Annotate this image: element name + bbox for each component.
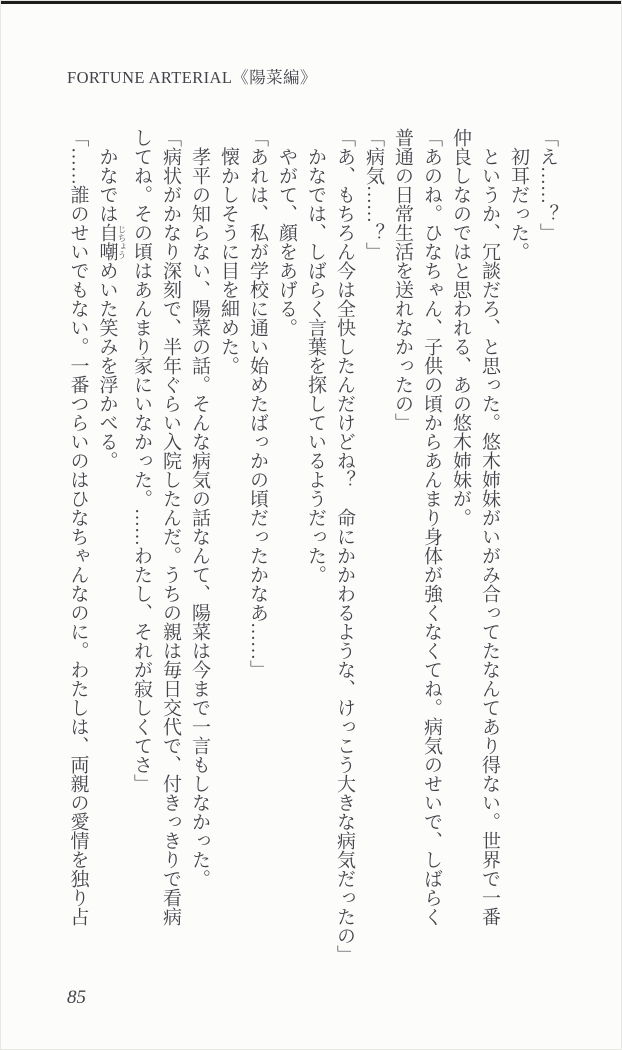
running-header: FORTUNE ARTERIAL《陽菜編》 [67,68,317,87]
text-column: 「え……？」 [537,128,558,242]
text-column: 仲良しなのではと思われる、あの悠木姉妹が。 [450,128,471,527]
text-column: 懐かしそうに目を細めた。 [218,147,239,375]
body-text [64,128,563,980]
page-top-border [1,1,621,4]
text-column: 「病状がかなり深刻で、半年ぐらい入院したんだ。うちの親は毎日交代で、付きっきりで看病 [160,128,181,926]
text-column: 孝平の知らない、陽菜の話。そんな病気の話なんて、陽菜は今まで一言もしなかった。 [189,147,210,888]
page-number: 85 [67,987,86,1008]
text-column: 「あ、もちろん今は全快したんだけどね？ 命にかかわるような、けっこう大きな病気だったの」 [334,128,355,964]
text-column: というか、冗談だろ、と思った。悠木姉妹がいがみ合ってたなんてあり得ない。世界で一番 [479,147,500,926]
text-column: してね。その頃はあんまり家にいなかった。……わたし、それが寂しくてさ」 [131,128,152,793]
text-column: 「病気……？」 [363,128,384,261]
text-column: 「あのね。ひなちゃん、子供の頃からあんまり身体が強くなくてね。病気のせいで、しばらく [421,128,442,926]
text-column: 普通の日常生活を送れなかったの」 [392,128,413,432]
text-column: やがて、顔をあげる。 [276,147,297,337]
text-column: かなでは、しばらく言葉を探しているようだった。 [305,147,326,584]
ruby-annotated-word: 自嘲 じちょう [96,223,127,261]
text-column: 「あれは、私が学校に通い始めたばっかの頃だったかなあ……」 [247,128,268,679]
furigana: じちょう [117,223,127,261]
text-column: かなでは自嘲 じちょうめいた笑みを浮かべる。 [96,147,127,470]
text-column: 「……誰のせいでもない。一番つらいのはひなちゃんなのに。わたしは、両親の愛情を独り占 [67,128,89,926]
text-column: 初耳だった。 [508,147,529,261]
